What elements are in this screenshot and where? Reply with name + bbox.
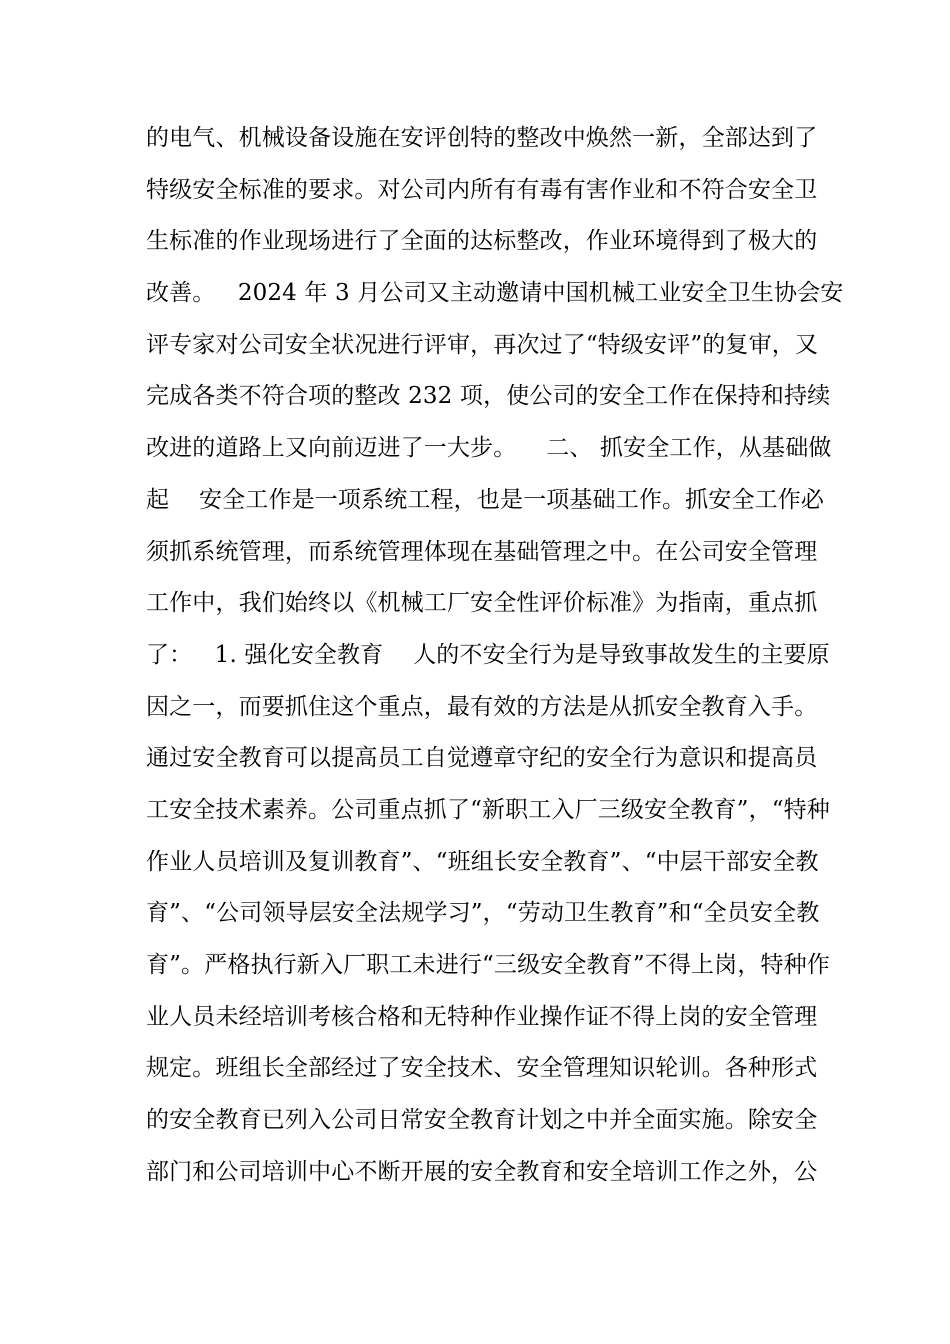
text-line: 改善。 2024 年 3 月公司又主动邀请中国机械工业安全卫生协会安 <box>146 280 844 307</box>
text-line: 通过安全教育可以提高员工自觉遵章守纪的安全行为意识和提高员 <box>146 745 818 772</box>
text-line: 因之一，而要抓住这个重点，最有效的方法是从抓安全教育入手。 <box>146 693 818 720</box>
text-line: 改进的道路上又向前迈进了一大步。 二、 抓安全工作，从基础做 <box>146 435 832 462</box>
text-line: 的电气、机械设备设施在安评创特的整改中焕然一新，全部达到了 <box>146 125 818 151</box>
text-line: 工作中，我们始终以《机械工厂安全性评价标准》为指南，重点抓 <box>146 590 818 617</box>
text-line: 生标准的作业现场进行了全面的达标整改，作业环境得到了极大的 <box>146 228 818 255</box>
body-text <box>146 113 844 1198</box>
text-line: 工安全技术素养。公司重点抓了“新职工入厂三级安全教育”，“特种 <box>146 796 830 823</box>
text-line: 规定。班组长全部经过了安全技术、安全管理知识轮训。各种形式 <box>146 1055 818 1082</box>
text-line: 起 安全工作是一项系统工程，也是一项基础工作。抓安全工作必 <box>146 486 825 513</box>
text-line: 评专家对公司安全状况进行评审，再次过了“特级安评”的复审，又 <box>146 331 819 358</box>
text-line: 了： 1. 强化安全教育 人的不安全行为是导致事故发生的主要原 <box>146 641 830 668</box>
text-line: 须抓系统管理，而系统管理体现在基础管理之中。在公司安全管理 <box>146 538 818 565</box>
text-line: 部门和公司培训中心不断开展的安全教育和安全培训工作之外，公 <box>146 1158 818 1185</box>
text-line: 育”。严格执行新入厂职工未进行“三级安全教育”不得上岗，特种作 <box>146 952 830 978</box>
text-line: 育”、“公司领导层安全法规学习”，“劳动卫生教育”和“全员安全教 <box>146 900 820 927</box>
text-line: 特级安全标准的要求。对公司内所有有毒有害作业和不符合安全卫 <box>146 176 818 203</box>
text-line: 业人员未经培训考核合格和无特种作业操作证不得上岗的安全管理 <box>146 1003 818 1030</box>
text-line: 完成各类不符合项的整改 232 项，使公司的安全工作在保持和持续 <box>146 383 831 410</box>
text-line: 的安全教育已列入公司日常安全教育计划之中并全面实施。除安全 <box>146 1107 818 1134</box>
text-line: 作业人员培训及复训教育”、“班组长安全教育”、“中层干部安全教 <box>146 848 819 875</box>
